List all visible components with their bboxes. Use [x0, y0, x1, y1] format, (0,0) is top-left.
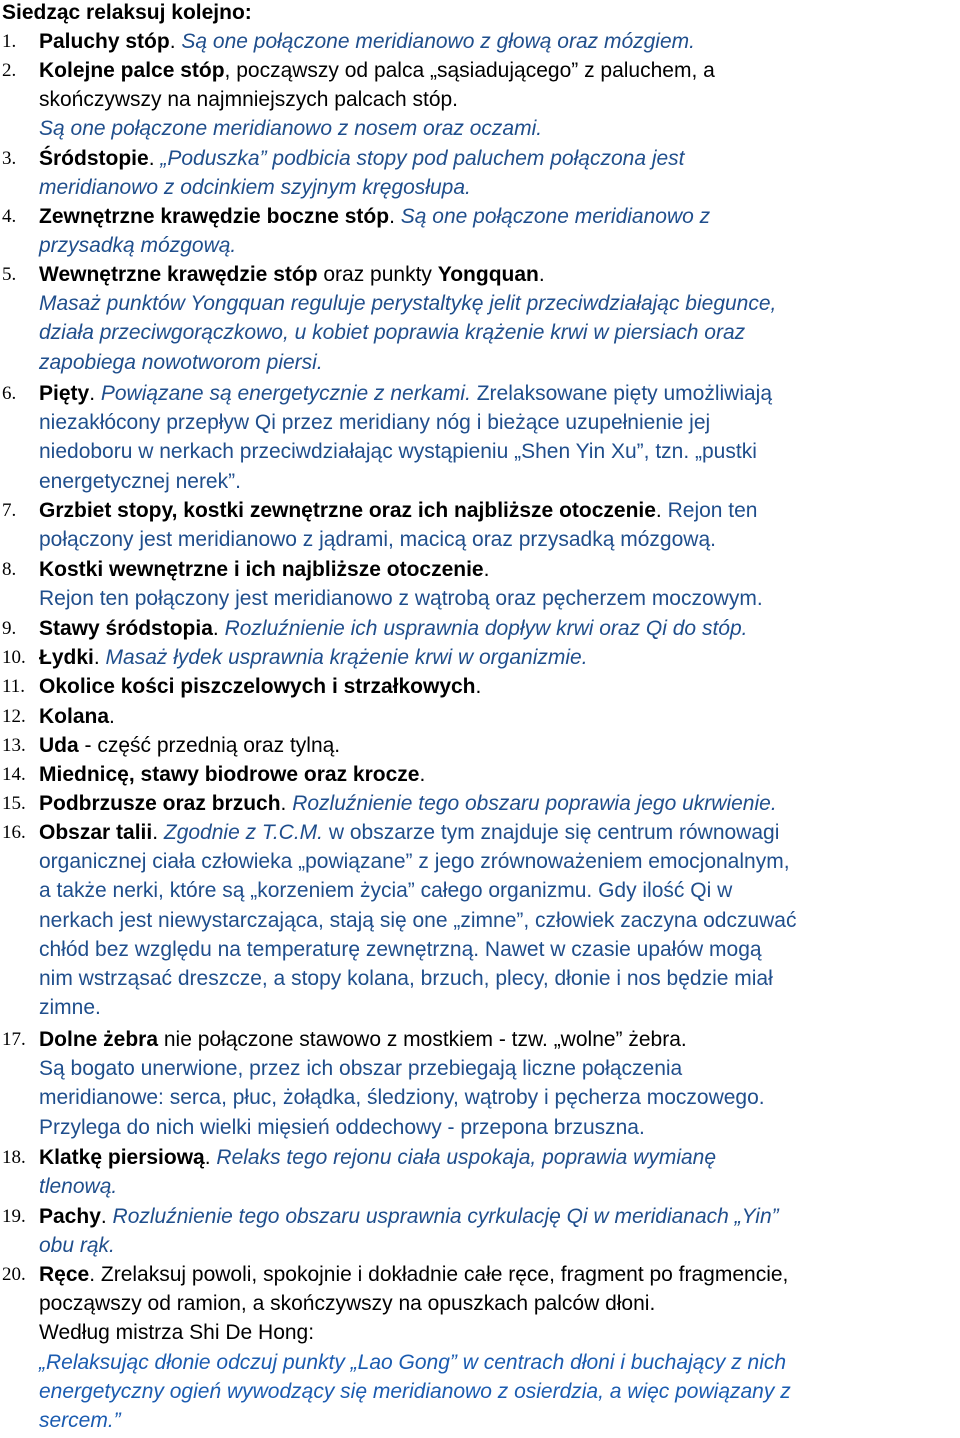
item-description-line: niedoboru w nerkach przeciwdziałając wystąpieniu „Shen Yin Xu”, tzn. „pustki [39, 440, 757, 464]
item-description-line: organicznej ciała człowieka „powiązane” z jego zrównoważeniem emocjonalnym, [39, 850, 790, 874]
item-description-line: Przylega do nich wielki mięsień oddechowy - przepona brzuszna. [39, 1115, 645, 1139]
item-separator: . [148, 147, 161, 170]
item-description-line: Rejon ten połączony jest meridianowo z wątrobą oraz pęcherzem moczowym. [39, 587, 763, 611]
item-separator: . [93, 646, 106, 669]
item-separator: . [212, 617, 225, 640]
item-title: Ręce [39, 1263, 90, 1286]
item-separator: . [100, 1205, 113, 1228]
item-text: , począwszy od palca „sąsiadującego” z paluchem, a [224, 59, 715, 82]
item-title: Łydki [39, 646, 94, 669]
item-title: Śródstopie [39, 147, 149, 170]
quote-line: sercem.” [39, 1409, 121, 1433]
item-description: „Poduszka” podbicia stopy pod paluchem połączona jest [160, 147, 685, 170]
item-number: 13. [2, 735, 26, 756]
item-description-line: meridianowe: serca, płuc, żołądka, śledziony, wątroby i pęcherza moczowego. [39, 1086, 765, 1110]
item-text-line: skończywszy na najmniejszych palcach stóp. [39, 88, 459, 112]
item-number: 4. [2, 206, 17, 227]
item-description-2: Zrelaksowane pięty umożliwiają [476, 382, 773, 405]
item-text-line: począwszy od ramion, a skończywszy na opuszkach palców dłoni. [39, 1292, 656, 1316]
item-title: Kostki wewnętrzne i ich najbliższe otoczenie [39, 558, 484, 581]
item-title: Grzbiet stopy, kostki zewnętrzne oraz ich najbliższe otoczenie [39, 499, 656, 522]
item-description: Powiązane są energetycznie z nerkami. [100, 382, 477, 405]
item-description-line: chłód bez względu na temperaturę zewnętrzną. Nawet w czasie upałów mogą [39, 937, 762, 961]
item-description-line: przysadką mózgową. [39, 234, 237, 258]
item-description: Rozluźnienie tego obszaru usprawnia cyrkulację Qi w meridianach „Yin” [112, 1205, 779, 1228]
item-separator: . [169, 30, 182, 53]
item-description-line: połączony jest meridianowo z jądrami, macicą oraz przysadką mózgową. [39, 528, 716, 552]
item-number: 12. [2, 706, 26, 727]
item-description: Są one połączone meridianowo z głową oraz mózgiem. [181, 30, 695, 53]
item-number: 17. [2, 1029, 26, 1050]
item-description: Relaks tego rejonu ciała uspokaja, poprawia wymianę [216, 1146, 717, 1169]
item-separator: . [389, 205, 401, 228]
item-description-2: w obszarze tym znajduje się centrum równowagi [323, 821, 780, 844]
item-description-line: Masaż punktów Yongquan reguluje perystaltykę jelit przeciwdziałając biegunce, [39, 292, 777, 316]
item-title: Kolejne palce stóp [39, 59, 225, 82]
item-number: 8. [2, 559, 17, 580]
item-description-line: zimne. [39, 996, 101, 1020]
item-title: Uda [39, 734, 79, 757]
item-text-line: Według mistrza Shi De Hong: [39, 1321, 315, 1345]
item-description: Są one połączone meridianowo z nosem oraz oczami. [39, 117, 543, 141]
item-number: 3. [2, 148, 17, 169]
item-title: Okolice kości piszczelowych i strzałkowych [39, 675, 476, 698]
item-separator: . [280, 792, 293, 815]
item-description: Rozluźnienie ich usprawnia dopływ krwi oraz Qi do stóp. [224, 617, 748, 640]
item-title: Kolana [39, 705, 110, 728]
item-separator: . [152, 821, 164, 844]
item-number: 2. [2, 60, 17, 81]
quote-line: „Relaksując dłonie odczuj punkty „Lao Gong” w centrach dłoni i buchający z nich [39, 1350, 787, 1374]
item-description-line: meridianowo z odcinkiem szyjnym kręgosłupa. [39, 176, 471, 200]
item-description-line: a także nerki, które są „korzeniem życia” całego organizmu. Gdy ilość Qi w [39, 879, 733, 903]
item-description-line: działa przeciwgorączkowo, u kobiet poprawia krążenie krwi w piersiach oraz [39, 321, 746, 345]
item-period: . [109, 705, 115, 728]
item-period: . [419, 763, 426, 786]
item-title: Podbrzusze oraz brzuch [39, 792, 281, 815]
item-description-line: tlenową. [39, 1175, 118, 1199]
item-number: 18. [2, 1147, 26, 1168]
item-title: Obszar talii [39, 821, 153, 844]
item-number: 7. [2, 500, 17, 521]
item-description: Masaż łydek usprawnia krążenie krwi w organizmie. [105, 646, 588, 669]
item-number: 14. [2, 764, 26, 785]
item-title: Dolne żebra [39, 1028, 159, 1051]
item-period: . [538, 263, 545, 286]
item-text: - część przednią oraz tylną. [78, 734, 341, 757]
item-description-line: nim wstrząsać dreszcze, a stopy kolana, brzuch, plecy, dłonie i nos będzie miał [39, 967, 773, 991]
item-number: 20. [2, 1264, 26, 1285]
item-description-line: zapobiega nowotworom piersi. [39, 350, 323, 374]
item-period: . [483, 558, 490, 581]
item-title: Pięty [39, 382, 90, 405]
quote-line: energetyczny ogień wywodzący się meridianowo z osierdzia, a więc powiązany z [39, 1379, 791, 1403]
item-number: 19. [2, 1206, 26, 1227]
item-separator: . [204, 1146, 217, 1169]
item-text: oraz punkty [317, 263, 438, 286]
item-separator: . [655, 499, 668, 522]
item-title: Paluchy stóp [39, 30, 170, 53]
item-description-line: obu rąk. [39, 1234, 115, 1258]
item-title-2: Yongquan [437, 263, 539, 286]
item-description-line: nerkach jest niewystarczająca, stają się one „zimne”, człowiek zaczyna odczuwać [39, 908, 797, 932]
item-title: Pachy [39, 1205, 101, 1228]
item-description-line: energetycznej nerek”. [39, 469, 241, 493]
item-number: 5. [2, 264, 17, 285]
item-number: 15. [2, 793, 26, 814]
item-title: Wewnętrzne krawędzie stóp [39, 263, 318, 286]
item-text: . Zrelaksuj powoli, spokojnie i dokładnie całe ręce, fragment po fragmencie, [89, 1263, 789, 1286]
item-title: Stawy śródstopia [39, 617, 213, 640]
item-description: Rozluźnienie tego obszaru poprawia jego ukrwienie. [292, 792, 777, 815]
item-description-line: niezakłócony przepływ Qi przez meridiany nóg i bieżące uzupełnienie jej [39, 411, 711, 435]
item-number: 1. [2, 31, 17, 52]
item-number: 10. [2, 647, 26, 668]
page-heading: Siedząc relaksuj kolejno: [2, 1, 252, 24]
item-title: Miednicę, stawy biodrowe oraz krocze [39, 763, 420, 786]
item-description: Zgodnie z T.C.M. [163, 821, 323, 844]
item-number: 6. [2, 383, 17, 404]
item-number: 16. [2, 822, 26, 843]
item-description: Są one połączone meridianowo z [400, 205, 711, 228]
item-separator: . [89, 382, 101, 405]
item-title: Zewnętrzne krawędzie boczne stóp [39, 205, 390, 228]
item-description: Rejon ten [667, 499, 758, 522]
item-title: Klatkę piersiową [39, 1146, 205, 1169]
item-number: 11. [2, 676, 26, 697]
item-period: . [475, 675, 482, 698]
item-description-line: Są bogato unerwione, przez ich obszar przebiegają liczne połączenia [39, 1057, 683, 1081]
item-text: nie połączone stawowo z mostkiem - tzw. „wolne” żebra. [158, 1028, 687, 1051]
item-number: 9. [2, 618, 17, 639]
